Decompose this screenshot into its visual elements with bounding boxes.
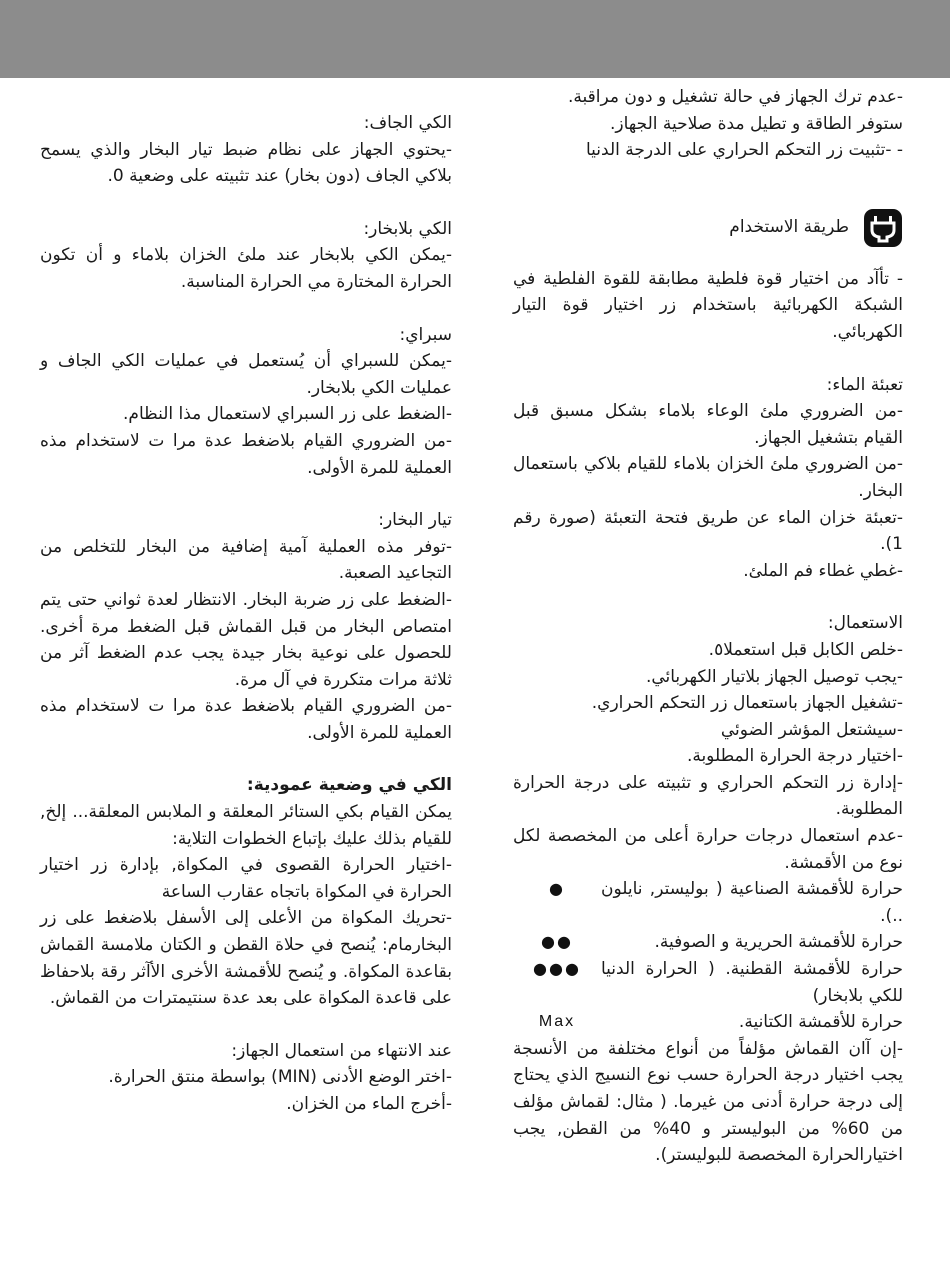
intro-section [513,84,903,164]
usage-header [513,208,903,248]
steam-shot-section [40,507,452,746]
vertical-ironing-title: الكي في وضعية عمودية: [246,775,452,796]
usage-line: -خلص الكابل قبل استعملا٥. [708,639,903,660]
blend-fabric-text: -إن آان القماش مؤلفاً من أنواع مختلفة من الأنسجة يجب اختيار درجة الحرارة حسب نوع النسيج الذي يحتاج إلى درجة حرارة أدنى من غيرما. ( مثال: لقماش مؤلف من 60% من البوليستر و 40% من القطن, يجب اختيارالحرارة المخصصة للبوليستر). [513,1038,904,1166]
end-of-use-title: عند الانتهاء من استعمال الجهاز: [231,1040,452,1061]
end-of-use-line: -أخرج الماء من الخزان. [286,1094,452,1114]
max-marker: Max [538,1013,576,1031]
spray-line: -من الضروري القيام بلاضغط عدة مرا ت لاستخدام مذه العملية للمرة الأولى. [40,430,452,478]
dry-ironing-section [40,110,452,190]
steam-ironing-title: الكي بلابخار: [363,218,452,239]
left-column [40,84,452,1118]
steam-ironing-section [40,216,452,296]
intro-line: - -تثبيت زر التحكم الحراري على الدرجة الدنيا [586,140,903,161]
usage-title: طريقة الاستخدام [729,217,849,238]
water-fill-line: -غطي غطاء فم الملئ. [743,560,903,581]
dot-marker: ● [549,879,565,899]
usage-section-title: الاستعمال: [827,613,903,634]
usage-line: -يجب توصيل الجهاز بلاتيار الكهربائي. [645,666,903,687]
end-of-use-section [40,1038,452,1118]
usage-line: -سيشتعل المؤشر الضوئي [720,719,903,740]
steam-shot-line: -توفر مذه العملية آمية إضافية من البخار للتخلص من التجاعيد الصعبة. [40,536,452,584]
temperature-setting-text: حرارة للأقمشة الصناعية ( بوليستر, نايلون ..). [601,879,903,926]
water-fill-line: -من الضروري ملئ الوعاء بلاماء بشكل مسبق قبل القيام بتشغيل الجهاز. [513,401,903,448]
dot-marker: ●● [541,932,573,952]
usage-section [513,610,903,876]
header-bar [0,0,950,78]
vertical-ironing-line: يمكن القيام بكي الستائر المعلقة و الملابس المعلقة... إلخ, للقيام بذلك عليك بإتباع الخطوات التلاية: [40,802,452,849]
spray-line: -الضغط على زر السبراي لاستعمال مذا النظام. [123,404,452,425]
water-fill-section [513,372,903,585]
water-fill-line: -تعبئة خزان الماء عن طريق فتحة التعبئة (صورة رقم 1). [513,507,903,555]
water-fill-title: تعبئة الماء: [826,374,903,395]
usage-line: -اختيار درجة الحرارة المطلوبة. [686,746,903,767]
vertical-ironing-line: -اختيار الحرارة القصوى في المكواة, بإدارة زر اختيار الحرارة في المكواة باتجاه عقارب الساعة [40,855,452,902]
plug-icon [863,208,903,248]
dry-ironing-title: الكي الجاف: [363,113,452,133]
usage-line: -عدم استعمال درجات حرارة أعلى من المخصصة لكل نوع من الأقمشة. [513,826,903,873]
temperature-setting-row [513,876,903,929]
usage-line: -إدارة زر التحكم الحراري و تثبيته على درجة الحرارة المطلوبة. [513,772,903,820]
dry-ironing-text: -يحتوي الجهاز على نظام ضبط تيار البخار والذي يسمح بلاكي الجاف (دون بخار) عند تثبيته على وضعية 0. [40,139,452,187]
temperature-setting-text: حرارة للأقمشة الكتانية. [738,1012,903,1033]
steam-shot-line: -من الضروري القيام بلاضغط عدة مرا ت لاستخدام مذه العملية للمرة الأولى. [40,696,452,743]
intro-line: ستوفر الطاقة و تطيل مدة صلاحية الجهاز. [609,113,903,134]
temperature-settings-list [513,876,903,1036]
intro-line: -عدم ترك الجهاز في حالة تشغيل و دون مراقبة. [567,87,903,107]
temperature-setting-row [513,929,903,956]
steam-shot-line: -الضغط على زر ضربة البخار. الانتظار لعدة ثواني حتى يتم امتصاص البخار من قبل القماش قبل الضغط مرة أخرى. للحصول على نوعية بخار جيدة يجب عدم الضغط آثر من ثلاثة مرات متكررة في آل مرة. [40,589,452,690]
spray-section [40,322,452,482]
dot-marker: ●●● [533,959,581,979]
temperature-setting-text: حرارة للأقمشة القطنية. ( الحرارة الدنيا للكي بلابخار) [601,959,903,1006]
vertical-ironing-section [40,772,452,1011]
temperature-setting-row [513,1009,903,1036]
usage-line: -تشغيل الجهاز باستعمال زر التحكم الحراري. [591,693,903,714]
spray-title: سبراي: [399,324,452,345]
voltage-text: - تأآد من اختيار قوة فلطية مطابقة للقوة الفلطية في الشبكة الكهربائية باستخدام زر اختيار قوة التيار الكهربائي. [513,268,903,342]
vertical-ironing-line: -تحريك المكواة من الأعلى إلى الأسفل بلاضغط على زر البخارمام: يُنصح في حلاة القطن و الكتان ملامسة القماش بقاعدة المكواة. و يُنصح للأقمشة الأخرى الأآثر رقة بلاحفاظ على قاعدة المكواة على بعد عدة سنتيمترات من القماش. [40,908,452,1009]
steam-ironing-text: -يمكن الكي بلابخار عند ملئ الخزان بلاماء و أن تكون الحرارة المختارة مي الحرارة المناسبة. [40,245,452,292]
temperature-setting-row [513,956,903,1009]
steam-shot-title: تيار البخار: [378,510,452,531]
right-column [513,84,903,1169]
end-of-use-line: -اختر الوضع الأدنى (MIN) بواسطة منتق الحرارة. [108,1067,452,1088]
temperature-setting-text: حرارة للأقمشة الحريرية و الصوفية. [654,932,903,953]
water-fill-line: -من الضروري ملئ الخزان بلاماء للقيام بلاكي باستعمال البخار. [513,454,903,501]
spray-line: -يمكن للسبراي أن يُستعمل في عمليات الكي الجاف و عمليات الكي بلابخار. [40,351,452,398]
